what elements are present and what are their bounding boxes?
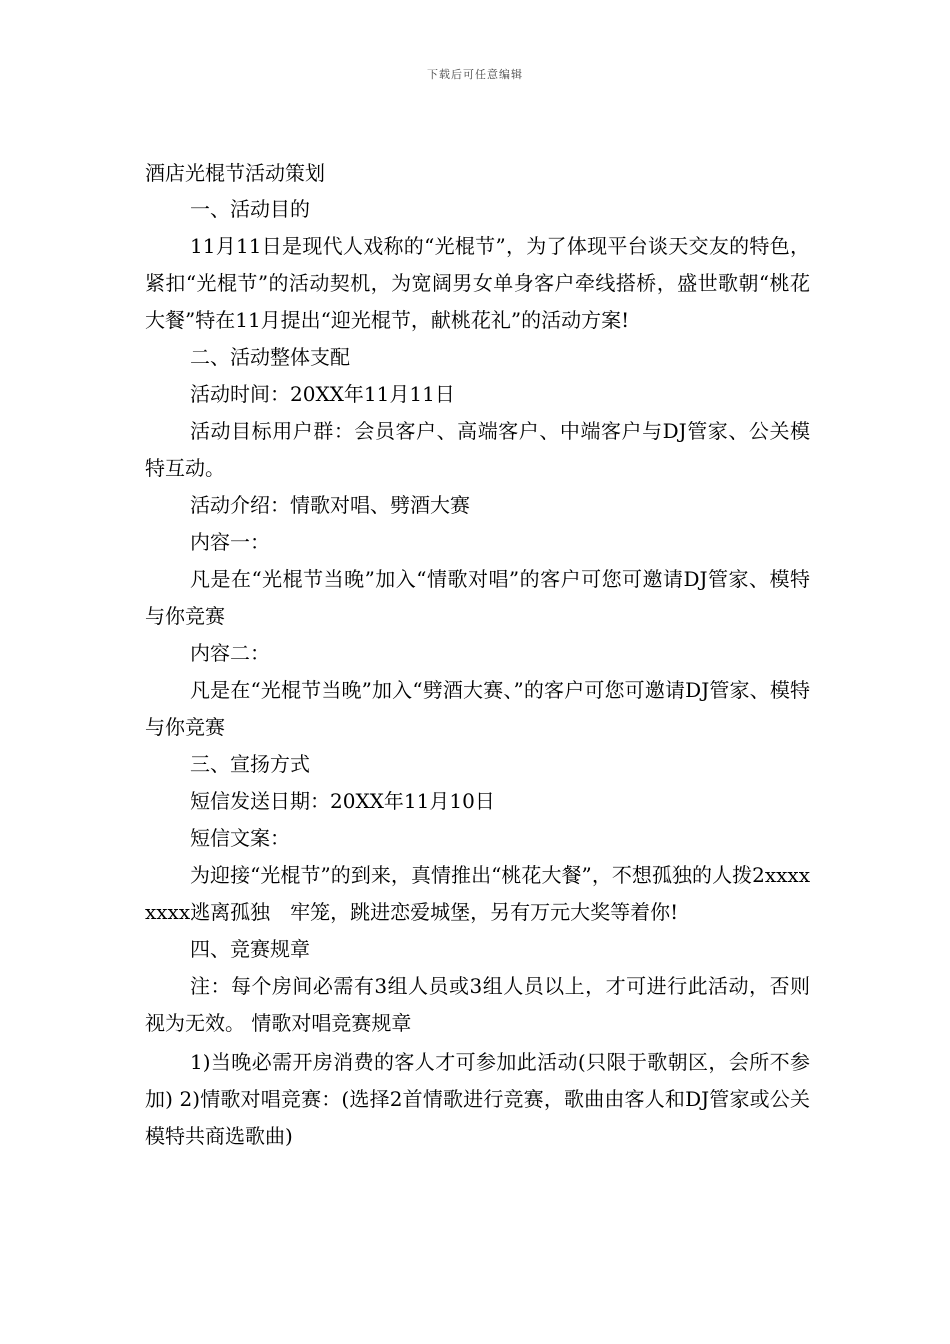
- paragraph-section-1-heading: 一、活动目的: [190, 197, 310, 221]
- paragraph-content-2: 凡是在“光棍节当晚”加入“劈酒大赛、”的客户可您可邀请DJ管家、模特与你竞赛: [145, 678, 810, 739]
- paragraph-content-1: 凡是在“光棍节当晚”加入“情歌对唱”的客户可您可邀请DJ管家、模特与你竞赛: [145, 567, 810, 628]
- paragraph-section-4-heading: 四、竞赛规章: [190, 937, 310, 961]
- paragraph-note: 注：每个房间必需有3组人员或3组人员以上，才可进行此活动，否则视为无效。 情歌对唱竞赛规章: [145, 974, 810, 1035]
- paragraph-target-users: 活动目标用户群：会员客户、高端客户、中端客户与DJ管家、公关模特互动。: [145, 419, 810, 480]
- document-body: [145, 155, 810, 1155]
- paragraph-content-1-label: 内容一：: [190, 530, 270, 554]
- paragraph-sms-date: 短信发送日期：20XX年11月10日: [190, 789, 495, 813]
- paragraph-content-2-label: 内容二：: [190, 641, 270, 665]
- paragraph-rules: 1)当晚必需开房消费的客人才可参加此活动(只限于歌朝区，会所不参加) 2)情歌对唱竞赛：(选择2首情歌进行竞赛，歌曲由客人和DJ管家或公关模特共商选歌曲): [145, 1050, 810, 1148]
- paragraph-purpose: 11月11日是现代人戏称的“光棍节”，为了体现平台谈天交友的特色，紧扣“光棍节”的活动契机，为宽阔男女单身客户牵线搭桥，盛世歌朝“桃花大餐”特在11月提出“迎光棍节，献桃花礼”的活动方案!: [145, 234, 810, 332]
- paragraph-section-3-heading: 三、宣扬方式: [190, 752, 310, 776]
- paragraph-sms-copy-label: 短信文案：: [190, 826, 290, 850]
- page-header-note: 下载后可任意编辑: [427, 68, 523, 81]
- paragraph-sms-copy: 为迎接“光棍节”的到来，真情推出“桃花大餐”，不想孤独的人拨2xxxxxxxx逃离孤独 牢笼，跳进恋爱城堡，另有万元大奖等着你!: [145, 863, 810, 924]
- paragraph-section-2-heading: 二、活动整体支配: [190, 345, 350, 369]
- paragraph-event-intro: 活动介绍：情歌对唱、劈酒大赛: [190, 493, 470, 517]
- document-title: 酒店光棍节活动策划: [145, 161, 325, 185]
- paragraph-event-time: 活动时间：20XX年11月11日: [190, 382, 455, 406]
